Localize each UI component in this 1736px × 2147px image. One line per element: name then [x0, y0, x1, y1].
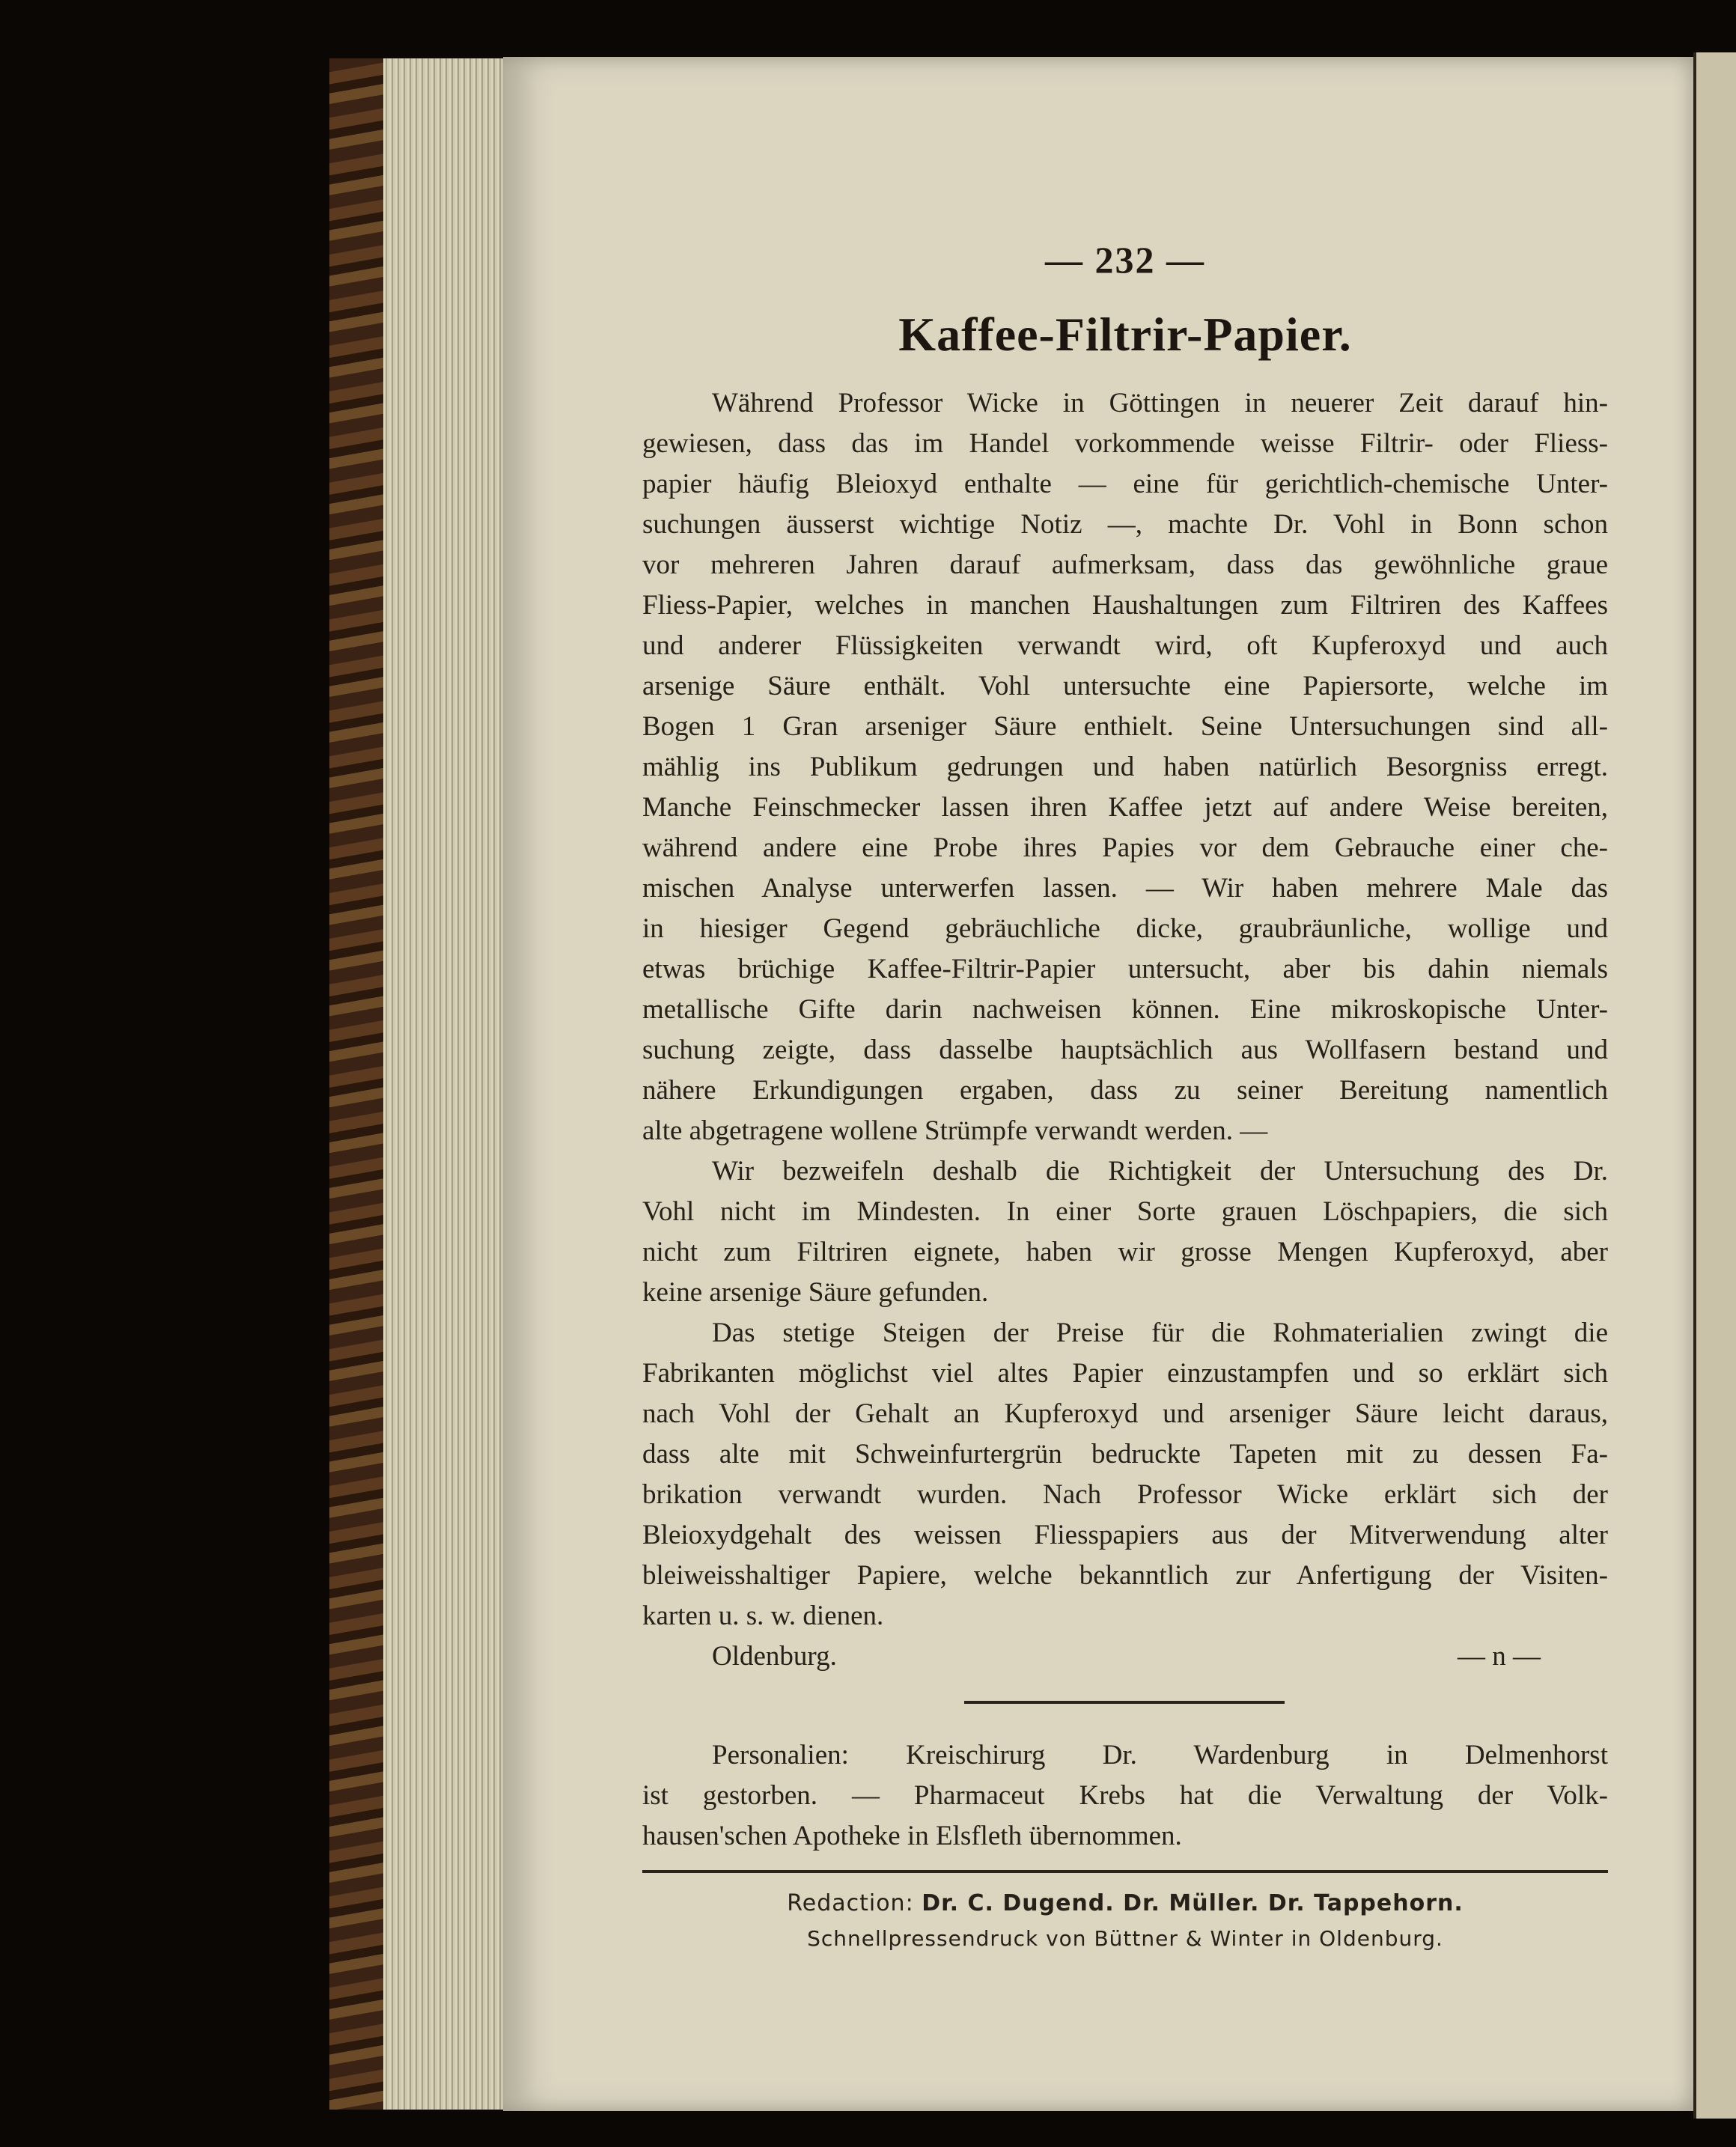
text-line: dass alte mit Schweinfurtergrün bedruckte Tapeten mit zu dessen Fa-	[642, 1439, 1608, 1470]
redaction-label: Redaction:	[787, 1890, 914, 1916]
article-title: Kaffee-Filtrir-Papier.	[898, 308, 1352, 361]
personalien-line: ist gestorben. — Pharmaceut Krebs hat die Verwaltung der Volk-	[642, 1780, 1608, 1811]
text-line: nach Vohl der Gehalt an Kupferoxyd und arseniger Säure leicht daraus,	[642, 1398, 1608, 1429]
text-line: suchungen äusserst wichtige Notiz —, machte Dr. Vohl in Bonn schon	[642, 509, 1608, 540]
text-line: in hiesiger Gegend gebräuchliche dicke, graubräunliche, wollige und	[642, 913, 1608, 944]
text-line: nähere Erkundigungen ergaben, dass zu seiner Bereitung namentlich	[642, 1075, 1608, 1106]
redaction-names: Dr. C. Dugend. Dr. Müller. Dr. Tappehorn.	[922, 1890, 1464, 1916]
text-line: Wir bezweifeln deshalb die Richtigkeit der Untersuchung des Dr.	[712, 1156, 1608, 1187]
text-line: suchung zeigte, dass dasselbe hauptsächlich aus Wollfasern bestand und	[642, 1035, 1608, 1065]
text-line: mischen Analyse unterwerfen lassen. — Wir haben mehrere Male das	[642, 873, 1608, 904]
text-line: während andere eine Probe ihres Papies vor dem Gebrauche einer che-	[642, 832, 1608, 863]
text-line: Manche Feinschmecker lassen ihren Kaffee jetzt auf andere Weise bereiten,	[642, 792, 1608, 823]
text-line: keine arsenige Säure gefunden.	[642, 1277, 989, 1308]
text-line: Das stetige Steigen der Preise für die Rohmaterialien zwingt die	[712, 1318, 1608, 1348]
adjacent-page-edge	[1693, 52, 1736, 2119]
personalien-section	[642, 1735, 1608, 1857]
text-line: metallische Gifte darin nachweisen können. Eine mikroskopische Unter-	[642, 994, 1608, 1025]
text-line: nicht zum Filtriren eignete, haben wir grosse Mengen Kupferoxyd, aber	[642, 1237, 1608, 1267]
text-line: arsenige Säure enthält. Vohl untersuchte eine Papiersorte, welche im	[642, 671, 1608, 701]
text-line: vor mehreren Jahren darauf aufmerksam, dass das gewöhnliche graue	[642, 549, 1608, 580]
personalien-line: hausen'schen Apotheke in Elsfleth übernommen.	[642, 1821, 1182, 1851]
text-line: etwas brüchige Kaffee-Filtrir-Papier untersucht, aber bis dahin niemals	[642, 954, 1608, 984]
text-line: papier häufig Bleioxyd enthalte — eine für gerichtlich-chemische Unter-	[642, 469, 1608, 499]
page-number: — 232 —	[1045, 239, 1205, 281]
signature-place: Oldenburg.	[712, 1641, 837, 1672]
printer-line: Schnellpressendruck von Büttner & Winter in Oldenburg.	[807, 1926, 1443, 1951]
text-line: gewiesen, dass das im Handel vorkommende weisse Filtrir- oder Fliess-	[642, 428, 1608, 459]
text-line: karten u. s. w. dienen.	[642, 1601, 884, 1631]
redaction-line	[642, 1885, 1608, 1922]
section-divider	[964, 1701, 1285, 1704]
page-edges	[383, 58, 505, 2110]
text-line: brikation verwandt wurden. Nach Professor Wicke erklärt sich der	[642, 1479, 1608, 1510]
imprint-footer	[642, 1885, 1608, 1955]
text-line: Bogen 1 Gran arseniger Säure enthielt. Seine Untersuchungen sind all-	[642, 711, 1608, 742]
text-line: bleiweisshaltiger Papiere, welche bekanntlich zur Anfertigung der Visiten-	[642, 1560, 1608, 1591]
text-line: Während Professor Wicke in Göttingen in neuerer Zeit darauf hin-	[712, 388, 1608, 418]
signature-line	[642, 1636, 1608, 1677]
text-line: und anderer Flüssigkeiten verwandt wird, oft Kupferoxyd und auch	[642, 630, 1608, 661]
footer-divider	[642, 1870, 1608, 1873]
text-line: Fliess-Papier, welches in manchen Haushaltungen zum Filtriren des Kaffees	[642, 590, 1608, 621]
text-line: alte abgetragene wollene Strümpfe verwandt werden. —	[642, 1115, 1268, 1146]
text-line: Vohl nicht im Mindesten. In einer Sorte grauen Löschpapiers, die sich	[642, 1196, 1608, 1227]
article-body	[642, 383, 1608, 1955]
text-line: Bleioxydgehalt des weissen Fliesspapiers aus der Mitverwendung alter	[642, 1520, 1608, 1550]
signature-author: — n —	[1458, 1641, 1541, 1672]
text-line: Fabrikanten möglichst viel altes Papier einzustampfen und so erklärt sich	[642, 1358, 1608, 1389]
text-line: mählig ins Publikum gedrungen und haben natürlich Besorgniss erregt.	[642, 752, 1608, 782]
personalien-line: Personalien: Kreischirurg Dr. Wardenburg in Delmenhorst	[712, 1740, 1608, 1770]
